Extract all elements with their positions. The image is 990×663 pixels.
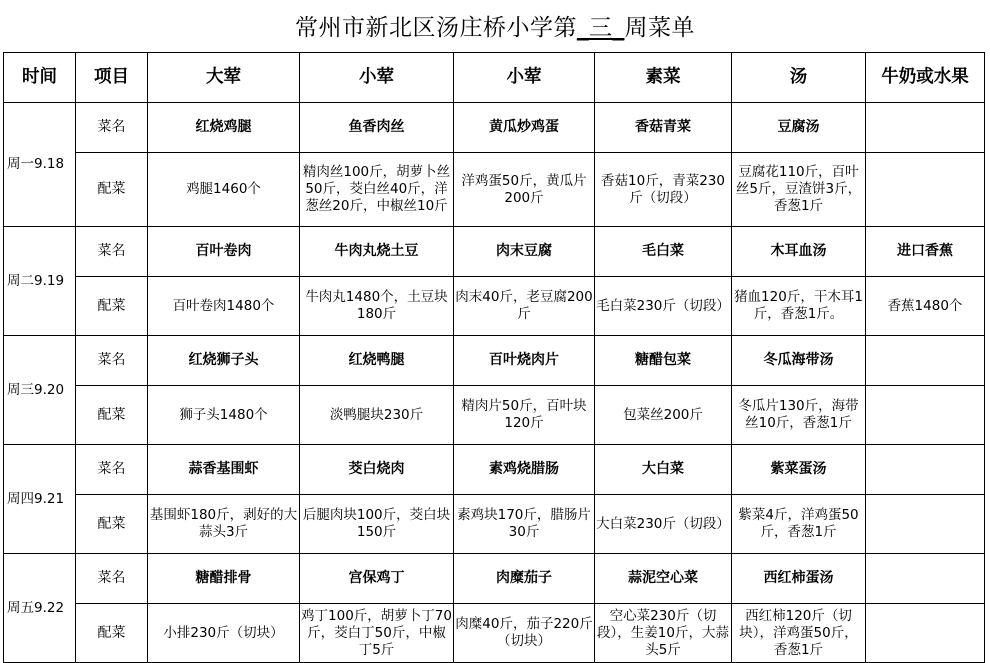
- table-row: [4, 277, 985, 336]
- day-cell: 周四9.21: [4, 445, 76, 554]
- dish-name: 肉末豆腐: [454, 227, 595, 277]
- header-soup: 汤: [732, 53, 866, 103]
- dish-name: 宫保鸡丁: [300, 554, 454, 604]
- table-row: [4, 153, 985, 227]
- side-ingredients: 洋鸡蛋50斤，黄瓜片200斤: [454, 153, 595, 227]
- side-ingredients: 狮子头1480个: [148, 386, 300, 445]
- side-ingredients: 淡鸭腿块230斤: [300, 386, 454, 445]
- side-ingredients: 小排230斤（切块）: [148, 604, 300, 663]
- title-week: _三_: [577, 15, 625, 41]
- side-ingredients: [866, 495, 985, 554]
- side-ingredients: 西红柿120斤（切块），洋鸡蛋50斤，香葱1斤: [732, 604, 866, 663]
- dish-name: 红烧鸡腿: [148, 103, 300, 153]
- row-label-side: 配菜: [76, 495, 148, 554]
- dish-name: 进口香蕉: [866, 227, 985, 277]
- day-cell: 周五9.22: [4, 554, 76, 663]
- header-side-meat-1: 小荤: [300, 53, 454, 103]
- side-ingredients: 鸡丁100斤，胡萝卜丁70斤，茭白丁50斤，中椒丁5斤: [300, 604, 454, 663]
- side-ingredients: 肉糜40斤，茄子220斤（切块）: [454, 604, 595, 663]
- side-ingredients: [866, 386, 985, 445]
- side-ingredients: [866, 604, 985, 663]
- side-ingredients: 毛白菜230斤（切段）: [595, 277, 732, 336]
- title-prefix: 常州市新北区汤庄桥小学第: [295, 15, 577, 41]
- dish-name: 百叶卷肉: [148, 227, 300, 277]
- row-label-name: 菜名: [76, 103, 148, 153]
- side-ingredients: 精肉丝100斤，胡萝卜丝50斤，茭白丝40斤，洋葱丝20斤，中椒丝10斤: [300, 153, 454, 227]
- dish-name: 糖醋排骨: [148, 554, 300, 604]
- side-ingredients: 豆腐花110斤，百叶丝5斤，豆渣饼3斤，香葱1斤: [732, 153, 866, 227]
- row-label-side: 配菜: [76, 277, 148, 336]
- dish-name: 鱼香肉丝: [300, 103, 454, 153]
- dish-name: 红烧鸭腿: [300, 336, 454, 386]
- header-item: 项目: [76, 53, 148, 103]
- row-label-name: 菜名: [76, 227, 148, 277]
- table-row: [4, 386, 985, 445]
- title-suffix: 周菜单: [624, 15, 695, 41]
- header-milk-fruit: 牛奶或水果: [866, 53, 985, 103]
- row-label-name: 菜名: [76, 336, 148, 386]
- header-row: [4, 53, 985, 103]
- row-label-side: 配菜: [76, 604, 148, 663]
- dish-name: 大白菜: [595, 445, 732, 495]
- table-row: [4, 445, 985, 495]
- side-ingredients: 香菇10斤，青菜230斤（切段）: [595, 153, 732, 227]
- dish-name: 冬瓜海带汤: [732, 336, 866, 386]
- side-ingredients: 猪血120斤，干木耳1斤，香葱1斤。: [732, 277, 866, 336]
- dish-name: [866, 554, 985, 604]
- dish-name: 红烧狮子头: [148, 336, 300, 386]
- dish-name: 蒜泥空心菜: [595, 554, 732, 604]
- header-vegetable: 素菜: [595, 53, 732, 103]
- side-ingredients: 包菜丝200斤: [595, 386, 732, 445]
- side-ingredients: 香蕉1480个: [866, 277, 985, 336]
- day-cell: 周二9.19: [4, 227, 76, 336]
- side-ingredients: 鸡腿1460个: [148, 153, 300, 227]
- dish-name: 素鸡烧腊肠: [454, 445, 595, 495]
- row-label-name: 菜名: [76, 445, 148, 495]
- side-ingredients: 紫菜4斤，洋鸡蛋50斤，香葱1斤: [732, 495, 866, 554]
- dish-name: 牛肉丸烧土豆: [300, 227, 454, 277]
- row-label-name: 菜名: [76, 554, 148, 604]
- dish-name: 糖醋包菜: [595, 336, 732, 386]
- side-ingredients: 基围虾180斤，剥好的大蒜头3斤: [148, 495, 300, 554]
- page-title: [0, 0, 990, 52]
- dish-name: 紫菜蛋汤: [732, 445, 866, 495]
- day-cell: 周三9.20: [4, 336, 76, 445]
- side-ingredients: 肉末40斤，老豆腐200斤: [454, 277, 595, 336]
- table-row: [4, 336, 985, 386]
- header-side-meat-2: 小荤: [454, 53, 595, 103]
- side-ingredients: 后腿肉块100斤，茭白块150斤: [300, 495, 454, 554]
- header-time: 时间: [4, 53, 76, 103]
- menu-table: [3, 52, 985, 663]
- table-row: [4, 103, 985, 153]
- dish-name: 木耳血汤: [732, 227, 866, 277]
- header-main-meat: 大荤: [148, 53, 300, 103]
- side-ingredients: 大白菜230斤（切段）: [595, 495, 732, 554]
- dish-name: [866, 336, 985, 386]
- side-ingredients: 空心菜230斤（切段），生姜10斤，大蒜头5斤: [595, 604, 732, 663]
- dish-name: 百叶烧肉片: [454, 336, 595, 386]
- dish-name: 黄瓜炒鸡蛋: [454, 103, 595, 153]
- side-ingredients: 素鸡块170斤，腊肠片30斤: [454, 495, 595, 554]
- dish-name: [866, 445, 985, 495]
- dish-name: 蒜香基围虾: [148, 445, 300, 495]
- dish-name: 茭白烧肉: [300, 445, 454, 495]
- day-cell: 周一9.18: [4, 103, 76, 227]
- dish-name: 毛白菜: [595, 227, 732, 277]
- table-row: [4, 495, 985, 554]
- row-label-side: 配菜: [76, 386, 148, 445]
- side-ingredients: 百叶卷肉1480个: [148, 277, 300, 336]
- dish-name: 香菇青菜: [595, 103, 732, 153]
- side-ingredients: 精肉片50斤，百叶块120斤: [454, 386, 595, 445]
- side-ingredients: 牛肉丸1480个，土豆块180斤: [300, 277, 454, 336]
- side-ingredients: [866, 153, 985, 227]
- dish-name: [866, 103, 985, 153]
- dish-name: 豆腐汤: [732, 103, 866, 153]
- table-row: [4, 227, 985, 277]
- dish-name: 西红柿蛋汤: [732, 554, 866, 604]
- side-ingredients: 冬瓜片130斤，海带丝10斤，香葱1斤: [732, 386, 866, 445]
- dish-name: 肉糜茄子: [454, 554, 595, 604]
- row-label-side: 配菜: [76, 153, 148, 227]
- table-row: [4, 604, 985, 663]
- table-row: [4, 554, 985, 604]
